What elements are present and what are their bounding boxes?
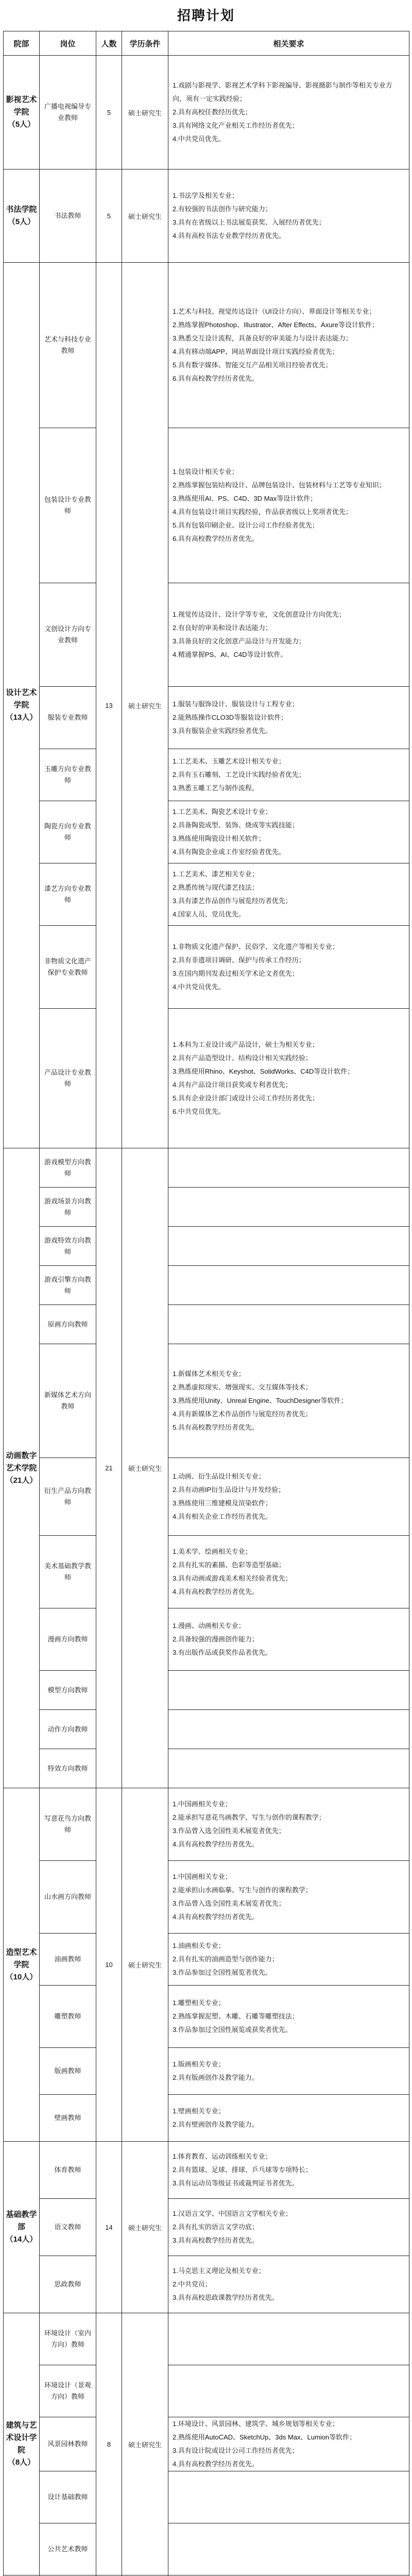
education-cell: 硕士研究生 bbox=[122, 170, 168, 263]
requirements-cell bbox=[168, 1536, 409, 1608]
requirements-cell bbox=[168, 926, 409, 1009]
dept-cell bbox=[4, 1788, 40, 2142]
requirements-cell bbox=[168, 1986, 409, 2048]
requirement-line: 3.作品参加过全国性展览者优先。 bbox=[173, 1969, 272, 1976]
header-education: 学历条件 bbox=[122, 31, 168, 56]
dept-name: 造型艺术学院 bbox=[6, 1947, 37, 1969]
table-row bbox=[4, 2199, 409, 2256]
requirement-line: 4.精通掌握PS、AI、C4D等设计软件。 bbox=[173, 651, 287, 658]
table-row bbox=[4, 1305, 409, 1344]
position-cell: 特效方向教师 bbox=[40, 1749, 96, 1788]
position-cell: 模型方向教师 bbox=[40, 1671, 96, 1710]
requirement-line: 3.具有漆艺作品创作与展览经历者优先； bbox=[173, 897, 292, 905]
requirements-cell bbox=[168, 1266, 409, 1305]
requirements-cell bbox=[168, 1608, 409, 1671]
requirement-line: 2.具有动画IP衍生品设计与开发经验； bbox=[173, 1486, 285, 1494]
table-row bbox=[4, 1344, 409, 1458]
requirement-line: 4.国家人员、党员优先。 bbox=[173, 910, 245, 918]
requirement-line: 2.具有高校任教经历优先； bbox=[173, 108, 252, 116]
table-row bbox=[4, 583, 409, 687]
requirements-cell bbox=[168, 863, 409, 926]
table-body bbox=[4, 56, 409, 2576]
table-row bbox=[4, 2417, 409, 2471]
requirement-line: 2.具备陶瓷成型、装饰、烧成等实践技能； bbox=[173, 821, 299, 829]
requirement-line: 3.具有高校教学经历者优先。 bbox=[173, 2236, 259, 2244]
dept-name: 动画数字艺术学院 bbox=[6, 1451, 37, 1472]
requirement-line: 2.熟悉虚拟现实、增强现实、交互媒体等技术； bbox=[173, 1383, 312, 1391]
recruitment-table-wrap bbox=[3, 31, 409, 2576]
requirements-cell bbox=[168, 263, 409, 428]
position-cell: 思政教师 bbox=[40, 2256, 96, 2313]
requirement-line: 1.马克思主义理论及相关专业； bbox=[173, 2267, 265, 2275]
table-row bbox=[4, 1009, 409, 1148]
requirements-cell bbox=[168, 170, 409, 263]
requirements-cell bbox=[168, 56, 409, 170]
education-cell: 硕士研究生 bbox=[122, 2142, 168, 2313]
requirement-line: 2.熟悉传统与现代漆艺技法； bbox=[173, 884, 259, 891]
requirement-line: 2.具有非遗项目调研、保护与传承工作经历； bbox=[173, 956, 305, 964]
header-requirements: 相关要求 bbox=[168, 31, 409, 56]
position-cell: 体育教师 bbox=[40, 2142, 96, 2199]
requirement-line: 1.视觉传达设计、设计学等专业，文化创意设计方向优先； bbox=[173, 611, 346, 618]
count-cell: 5 bbox=[96, 170, 122, 263]
dept-name: 建筑与艺术设计学院 bbox=[6, 2421, 37, 2454]
requirement-line: 4.具有包装设计项目实践经验，作品获省级以上奖项者优先； bbox=[173, 508, 352, 516]
dept-total: （5人） bbox=[7, 217, 36, 226]
requirement-line: 2.具有扎实的语言文学功底； bbox=[173, 2223, 259, 2231]
requirement-line: 3.熟练使用Unity、Unreal Engine、TouchDesigner等软件； bbox=[173, 1397, 348, 1404]
position-cell: 游戏场景方向教师 bbox=[40, 1188, 96, 1227]
education-cell: 硕士研究生 bbox=[122, 2313, 168, 2575]
requirements-cell bbox=[168, 1749, 409, 1788]
table-row bbox=[4, 1788, 409, 1861]
requirements-cell bbox=[168, 2365, 409, 2417]
position-cell: 原画方向教师 bbox=[40, 1305, 96, 1344]
requirements-cell bbox=[168, 1009, 409, 1148]
requirement-line: 2.具有篮球、足球、排球、乒乓球等专项特长； bbox=[173, 2166, 312, 2174]
position-cell: 包装设计专业教师 bbox=[40, 428, 96, 583]
requirement-line: 1.版画相关专业； bbox=[173, 2060, 225, 2068]
education-cell: 硕士研究生 bbox=[122, 1788, 168, 2142]
requirement-line: 3.在国内期刊发表过相关学术论文者优先； bbox=[173, 970, 299, 977]
requirements-cell bbox=[168, 428, 409, 583]
requirements-cell bbox=[168, 1188, 409, 1227]
dept-cell bbox=[4, 56, 40, 170]
requirement-line: 1.艺术与科技、视觉传达设计（UI设计方向）、界面设计等相关专业； bbox=[173, 308, 376, 315]
requirement-line: 2.能熟练操作CLO3D等服装设计软件； bbox=[173, 714, 288, 721]
position-cell: 文创设计方向专业教师 bbox=[40, 583, 96, 687]
requirement-line: 1.中国画相关专业； bbox=[173, 1873, 232, 1880]
table-row bbox=[4, 1671, 409, 1710]
position-cell: 产品设计专业教师 bbox=[40, 1009, 96, 1148]
requirements-cell bbox=[168, 1788, 409, 1861]
table-row bbox=[4, 2256, 409, 2313]
requirement-line: 4.具有高校教学经历者优先。 bbox=[173, 1588, 259, 1596]
requirements-cell bbox=[168, 2417, 409, 2471]
requirement-line: 3.熟练使用三维建模及渲染软件； bbox=[173, 1499, 272, 1507]
table-row bbox=[4, 2471, 409, 2523]
count-cell: 13 bbox=[96, 263, 122, 1148]
table-row bbox=[4, 170, 409, 263]
dept-total: （5人） bbox=[7, 120, 36, 129]
requirement-line: 4.具有产品设计项目获奖或专利者优先； bbox=[173, 1081, 292, 1089]
requirement-line: 2.具有玉石雕刻、工艺设计实践经验者优先； bbox=[173, 771, 305, 778]
requirement-line: 1.戏剧与影视学、影视艺术学科下影视编导、影视摄影与制作等相关专业方向，须有一定实践经验； bbox=[173, 81, 392, 103]
requirement-line: 3.作品参加过全国性展览或获奖者优先。 bbox=[173, 2026, 292, 2033]
requirement-line: 1.雕塑相关专业； bbox=[173, 1999, 225, 2007]
requirement-line: 1.油画相关专业； bbox=[173, 1942, 225, 1950]
requirement-line: 1.美术学、绘画相关专业； bbox=[173, 1548, 252, 1555]
requirement-line: 3.具有高校思政课教学经历者优先。 bbox=[173, 2294, 279, 2301]
requirement-line: 4.具有高校教学经历者优先。 bbox=[173, 1913, 259, 1921]
requirement-line: 5.具有数字媒体、智能交互产品相关项目经验者优先； bbox=[173, 361, 332, 369]
requirements-cell bbox=[168, 1305, 409, 1344]
requirement-line: 1.工艺美术、陶瓷艺术设计专业； bbox=[173, 808, 272, 816]
table-row bbox=[4, 1608, 409, 1671]
position-cell: 设计基础教师 bbox=[40, 2471, 96, 2523]
requirement-line: 1.书法学及相关专业； bbox=[173, 192, 238, 199]
requirement-line: 1.服装与服饰设计、服装设计与工程专业； bbox=[173, 700, 299, 708]
table-row bbox=[4, 2523, 409, 2575]
position-cell: 动作方向教师 bbox=[40, 1710, 96, 1749]
position-cell: 风景园林教师 bbox=[40, 2417, 96, 2471]
page-title: 招聘计划 bbox=[177, 8, 235, 23]
requirements-cell bbox=[168, 2199, 409, 2256]
table-row bbox=[4, 801, 409, 863]
table-row bbox=[4, 2313, 409, 2365]
requirement-line: 1.动画、衍生品设计相关专业； bbox=[173, 1472, 265, 1480]
requirement-line: 1.新媒体艺术相关专业； bbox=[173, 1370, 245, 1378]
position-cell: 雕塑教师 bbox=[40, 1986, 96, 2048]
requirements-cell bbox=[168, 1710, 409, 1749]
header-count: 人数 bbox=[96, 31, 122, 56]
table-row bbox=[4, 1266, 409, 1305]
requirement-line: 2.具有版画创作及教学能力。 bbox=[173, 2074, 259, 2081]
table-row bbox=[4, 1536, 409, 1608]
requirement-line: 1.体育教育、运动训练相关专业； bbox=[173, 2153, 272, 2160]
requirement-line: 1.汉语言文学、中国语言文学相关专业； bbox=[173, 2210, 292, 2217]
requirement-line: 6.具有高校教学经历者优先。 bbox=[173, 535, 259, 543]
requirement-line: 1.包装设计相关专业； bbox=[173, 468, 238, 476]
requirement-line: 2.有良好的审美和设计表达能力； bbox=[173, 624, 272, 632]
requirement-line: 3.有出版作品或获奖作品者优先。 bbox=[173, 1649, 272, 1656]
requirement-line: 4.具有相关企业工作经历者优先。 bbox=[173, 1513, 272, 1520]
dept-total: （10人） bbox=[5, 1972, 38, 1981]
requirement-line: 2.能承担山水画临摹、写生与创作的课程教学； bbox=[173, 1886, 312, 1894]
table-row bbox=[4, 687, 409, 749]
table-row bbox=[4, 428, 409, 583]
table-row bbox=[4, 1188, 409, 1227]
requirements-cell bbox=[168, 1344, 409, 1458]
position-cell: 环境设计（景观方向）教师 bbox=[40, 2365, 96, 2417]
position-cell: 写意花鸟方向教师 bbox=[40, 1788, 96, 1861]
requirement-line: 4.具有陶瓷企业或工作室经验者优先。 bbox=[173, 848, 285, 856]
dept-total: （14人） bbox=[5, 2235, 38, 2244]
requirement-line: 2.具备较强的漫画创作能力； bbox=[173, 1635, 259, 1643]
requirement-line: 2.具有扎实的油画造型与创作能力； bbox=[173, 1955, 279, 1963]
position-cell: 语文教师 bbox=[40, 2199, 96, 2256]
requirement-line: 6.具有高校教学经历者优先。 bbox=[173, 375, 259, 382]
requirement-line: 3.具有运动员等级证书或裁判证书者优先。 bbox=[173, 2179, 299, 2187]
requirement-line: 2.有较强的书法创作与研究能力； bbox=[173, 205, 272, 213]
count-cell: 8 bbox=[96, 2313, 122, 2575]
position-cell: 游戏模型方向教师 bbox=[40, 1148, 96, 1188]
position-cell: 服装专业教师 bbox=[40, 687, 96, 749]
requirement-line: 1.环境设计、风景园林、建筑学、城乡规划等相关专业； bbox=[173, 2420, 339, 2428]
requirement-line: 5.具有包装印刷企业、设计公司工作经验者优先； bbox=[173, 521, 319, 529]
table-row bbox=[4, 1227, 409, 1266]
dept-total: （13人） bbox=[5, 713, 38, 722]
dept-total: （21人） bbox=[5, 1476, 38, 1485]
position-cell: 公共艺术教师 bbox=[40, 2523, 96, 2575]
requirements-cell bbox=[168, 1227, 409, 1266]
table-row bbox=[4, 1458, 409, 1536]
requirement-line: 2.熟练掌握泥塑、木雕、石雕等雕塑技法； bbox=[173, 2012, 299, 2020]
requirement-line: 3.熟悉玉雕工艺与制作流程。 bbox=[173, 784, 259, 792]
requirement-line: 2.具有产品造型设计、结构设计相关实践经验； bbox=[173, 1054, 312, 1062]
requirement-line: 1.壁画相关专业； bbox=[173, 2107, 225, 2115]
position-cell: 漫画方向教师 bbox=[40, 1608, 96, 1671]
dept-cell bbox=[4, 263, 40, 1148]
requirement-line: 2.具有壁画创作及教学能力。 bbox=[173, 2121, 259, 2128]
table-row bbox=[4, 2048, 409, 2095]
requirement-line: 3.作品曾入选全国性美术展览者优先； bbox=[173, 1900, 285, 1907]
dept-name: 书法学院 bbox=[6, 205, 37, 214]
position-cell: 壁画教师 bbox=[40, 2095, 96, 2142]
requirement-line: 6.中共党员优先。 bbox=[173, 1108, 225, 1115]
requirement-line: 4.中共党员优先。 bbox=[173, 983, 225, 991]
count-cell: 10 bbox=[96, 1788, 122, 2142]
table-row bbox=[4, 263, 409, 428]
requirement-line: 3.熟练使用陶瓷设计相关软件； bbox=[173, 835, 265, 842]
position-cell: 美术基础教学教师 bbox=[40, 1536, 96, 1608]
requirement-line: 3.具有动画或游戏美术相关经验者优先； bbox=[173, 1574, 292, 1582]
position-cell: 非物质文化遗产保护专业教师 bbox=[40, 926, 96, 1009]
requirements-cell bbox=[168, 2523, 409, 2575]
requirement-line: 2.熟练掌握包装结构设计、品牌包装设计、包装材料与工艺等专业知识； bbox=[173, 481, 386, 489]
requirement-line: 4.具有新媒体艺术作品创作与展览经历者优先； bbox=[173, 1410, 312, 1418]
requirement-line: 1.中国画相关专业； bbox=[173, 1800, 232, 1808]
position-cell: 玉雕方向专业教师 bbox=[40, 749, 96, 801]
requirements-cell bbox=[168, 1934, 409, 1986]
requirement-line: 3.熟练使用Rhino、Keyshot、SolidWorks、C4D等设计软件； bbox=[173, 1067, 354, 1075]
count-cell: 14 bbox=[96, 2142, 122, 2313]
requirement-line: 1.漫画、动画相关专业； bbox=[173, 1622, 245, 1630]
requirements-cell bbox=[168, 801, 409, 863]
position-cell: 陶瓷方向专业教师 bbox=[40, 801, 96, 863]
requirements-cell bbox=[168, 2048, 409, 2095]
requirements-cell bbox=[168, 2256, 409, 2313]
requirement-line: 2.具有扎实的素描、色彩等造型基础； bbox=[173, 1561, 285, 1569]
table-row bbox=[4, 1148, 409, 1188]
education-cell: 硕士研究生 bbox=[122, 1148, 168, 1788]
requirement-line: 3.具备良好的文化创意产品设计与开发能力； bbox=[173, 637, 305, 645]
requirement-line: 3.作品曾入选全国性美术展览者优先； bbox=[173, 1827, 285, 1835]
requirement-line: 3.具有网络文化产业相关工作经历者优先； bbox=[173, 122, 299, 129]
requirement-line: 4.具有高校教学经历者优先。 bbox=[173, 2460, 259, 2468]
requirement-line: 5.具有高校教学经历者优先。 bbox=[173, 1423, 259, 1431]
requirement-line: 5.具有企业设计部门或设计公司工作经历者优先； bbox=[173, 1094, 319, 1102]
requirements-cell bbox=[168, 1148, 409, 1188]
position-cell: 游戏特效方向教师 bbox=[40, 1227, 96, 1266]
dept-cell bbox=[4, 1148, 40, 1788]
table-row bbox=[4, 2365, 409, 2417]
table-header-row bbox=[4, 31, 409, 56]
table-row bbox=[4, 863, 409, 926]
position-cell: 游戏引擎方向教师 bbox=[40, 1266, 96, 1305]
dept-name: 影视艺术学院 bbox=[6, 95, 37, 116]
dept-total: （8人） bbox=[7, 2458, 36, 2467]
table-row bbox=[4, 2095, 409, 2142]
position-cell: 艺术与科技专业教师 bbox=[40, 263, 96, 428]
requirement-line: 3.熟悉交互设计流程，具备良好的审美能力与设计表达能力； bbox=[173, 334, 352, 342]
recruitment-table bbox=[3, 31, 409, 2576]
requirement-line: 2.能承担写意花鸟画教学、写生与创作的课程教学； bbox=[173, 1814, 325, 1821]
table-row bbox=[4, 749, 409, 801]
dept-cell bbox=[4, 2313, 40, 2575]
header-position: 岗位 bbox=[40, 31, 96, 56]
requirement-line: 2.熟练使用AutoCAD、SketchUp、3ds Max、Lumion等软件； bbox=[173, 2433, 356, 2441]
count-cell: 21 bbox=[96, 1148, 122, 1788]
table-row bbox=[4, 1986, 409, 2048]
requirements-cell bbox=[168, 749, 409, 801]
requirement-line: 1.非物质文化遗产保护、民俗学、文化遗产等相关专业； bbox=[173, 943, 339, 951]
header-dept: 院部 bbox=[4, 31, 40, 56]
dept-cell bbox=[4, 170, 40, 263]
requirements-cell bbox=[168, 1861, 409, 1934]
dept-name: 设计艺术学院 bbox=[6, 688, 37, 709]
requirement-line: 2.中共党员； bbox=[173, 2280, 212, 2288]
requirement-line: 3.具有设计院或设计公司工作经历者优先； bbox=[173, 2447, 299, 2454]
requirement-line: 1.本科为工业设计或产品设计，硕士为相关专业； bbox=[173, 1041, 319, 1048]
requirement-line: 3.具有在省级以上书法展览获奖、入展经历者优先； bbox=[173, 218, 325, 226]
position-cell: 新媒体艺术方向教师 bbox=[40, 1344, 96, 1458]
requirement-line: 3.具有服装企业实践经验者优先。 bbox=[173, 727, 272, 735]
position-cell: 油画教师 bbox=[40, 1934, 96, 1986]
table-row bbox=[4, 1749, 409, 1788]
position-cell: 环境设计（室内方向）教师 bbox=[40, 2313, 96, 2365]
education-cell: 硕士研究生 bbox=[122, 56, 168, 170]
requirement-line: 4.具有移动端APP、网站界面设计项目实践经验者优先； bbox=[173, 348, 339, 355]
position-cell: 书法教师 bbox=[40, 170, 96, 263]
requirement-line: 3.熟练使用AI、PS、C4D、3D Max等设计软件； bbox=[173, 495, 317, 502]
table-row bbox=[4, 1861, 409, 1934]
requirements-cell bbox=[168, 1458, 409, 1536]
table-row bbox=[4, 926, 409, 1009]
position-cell: 漆艺方向专业教师 bbox=[40, 863, 96, 926]
requirements-cell bbox=[168, 583, 409, 687]
requirements-cell bbox=[168, 687, 409, 749]
table-row bbox=[4, 1710, 409, 1749]
requirement-line: 2.熟练掌握Photoshop、Illustrator、After Effects、Axure等设计软件； bbox=[173, 321, 379, 329]
position-cell: 广播电视编导专业教师 bbox=[40, 56, 96, 170]
requirements-cell bbox=[168, 2142, 409, 2199]
position-cell: 版画教师 bbox=[40, 2048, 96, 2095]
table-row bbox=[4, 56, 409, 170]
requirements-cell bbox=[168, 2313, 409, 2365]
requirements-cell bbox=[168, 2471, 409, 2523]
dept-name: 基础教学部 bbox=[6, 2210, 37, 2231]
table-row bbox=[4, 2142, 409, 2199]
requirement-line: 1.工艺美术、玉雕艺术设计相关专业； bbox=[173, 757, 285, 765]
requirement-line: 1.工艺美术、漆艺相关专业； bbox=[173, 870, 259, 878]
requirement-line: 4.中共党员优先。 bbox=[173, 135, 225, 143]
requirement-line: 4.具有高校书法专业教学经历者优先。 bbox=[173, 232, 285, 240]
position-cell: 山水画方向教师 bbox=[40, 1861, 96, 1934]
position-cell: 衍生产品方向教师 bbox=[40, 1458, 96, 1536]
table-row bbox=[4, 1934, 409, 1986]
count-cell: 5 bbox=[96, 56, 122, 170]
education-cell: 硕士研究生 bbox=[122, 263, 168, 1148]
dept-cell bbox=[4, 2142, 40, 2313]
requirement-line: 4.具有高校教学经历者优先。 bbox=[173, 1840, 259, 1848]
requirements-cell bbox=[168, 1671, 409, 1710]
requirements-cell bbox=[168, 2095, 409, 2142]
